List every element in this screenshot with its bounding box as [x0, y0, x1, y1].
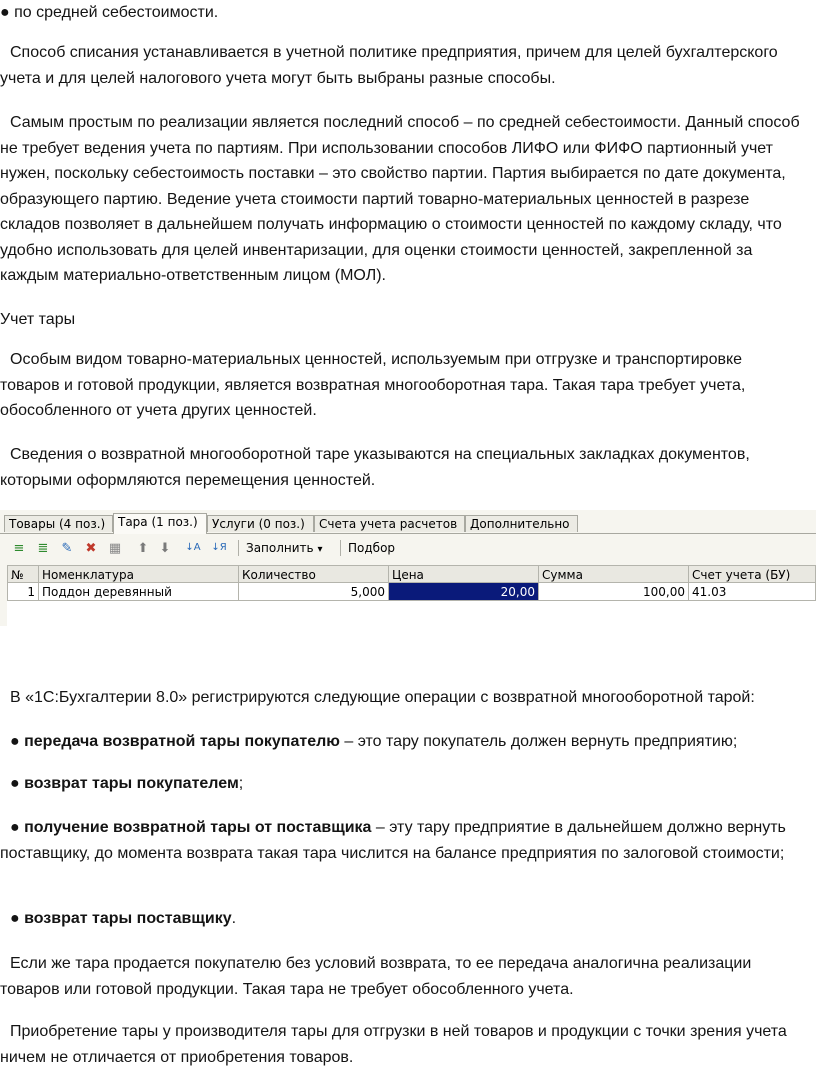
bullet-bold-text: возврат тары поставщику [24, 910, 232, 927]
bullet-text: – эту тару предприятие в дальнейшем должно вернуть поставщику, до момента возврата такая тара числится на балансе предприятия по залоговой стоимости; [0, 819, 786, 862]
paragraph-sale-without-return: Если же тара продается покупателю без условий возврата, то ее передача аналогична реализации товаров или готовой продукции. Такая тара не требует обособленного учета. [0, 955, 752, 998]
bullet-return-from-buyer [0, 771, 806, 797]
column-header-item[interactable]: Номенклатура [39, 565, 239, 583]
bullet-bold-text: передача возвратной тары покупателю [24, 733, 340, 750]
section-heading-container-accounting: Учет тары [0, 311, 76, 328]
tab-additional[interactable]: Дополнительно [465, 515, 578, 532]
cell-item[interactable]: Поддон деревянный [39, 583, 239, 601]
document-form-screenshot [0, 510, 816, 626]
paragraph-average-cost-method: Самым простым по реализации является последний способ – по средней себестоимости. Данный способ не требует ведения учета по партиям. При использовании способов ЛИФО или ФИФО партионный учет нужен, поскольку себестоимость поставки – это свойство партии. Партия выбирается по дате документа, образующего партию. Ведение учета стоимости партий товарно-материальных ценностей в разрезе складов позволяет в дальнейшем получать информацию о стоимости ценностей по каждому складу, что удобно использовать для целей инвентаризации, для оценки стоимости ценностей, закрепленной за каждым материально-ответственным лицом (МОЛ). [0, 114, 800, 284]
bullet-marker: ● [10, 910, 25, 927]
fill-button[interactable] [246, 540, 322, 556]
paragraph-operations-intro: В «1С:Бухгалтерии 8.0» регистрируются следующие операции с возвратной многооборотной тарой: [10, 689, 755, 706]
bullet-return-to-supplier [0, 906, 806, 932]
tab-containers[interactable]: Тара (1 поз.) [113, 513, 207, 534]
table-header [7, 565, 816, 583]
edit-row-icon[interactable]: ✎ [61, 540, 73, 556]
bullet-marker: ● [10, 733, 25, 750]
table-empty-area[interactable] [7, 601, 816, 626]
bullet-marker: ● [10, 775, 25, 792]
cell-number[interactable]: 1 [7, 583, 39, 601]
select-button[interactable]: Подбор [348, 541, 396, 555]
paragraph-purchase-containers: Приобретение тары у производителя тары для отгрузки в ней товаров и продукции с точки зрения учета ничем не отличается от приобретения товаров. [0, 1023, 787, 1066]
paragraph-container-tabs: Сведения о возвратной многооборотной таре указываются на специальных закладках документов, которыми оформляются перемещения ценностей. [0, 446, 750, 489]
bullet-transfer-to-buyer [0, 729, 806, 755]
tab-goods[interactable]: Товары (4 поз.) [4, 515, 113, 532]
bullet-bold-text: возврат тары покупателем [24, 775, 239, 792]
sort-desc-icon[interactable]: ↓Я [211, 542, 227, 553]
column-header-account[interactable]: Счет учета (БУ) [689, 565, 816, 583]
bullet-receive-from-supplier [0, 815, 806, 866]
column-header-price[interactable]: Цена [389, 565, 539, 583]
bullet-text: . [231, 910, 237, 927]
cell-quantity[interactable]: 5,000 [239, 583, 389, 601]
fill-button-label: Заполнить [246, 541, 314, 555]
cell-price[interactable]: 20,00 [389, 583, 539, 601]
copy-row-icon[interactable]: ≣ [37, 540, 49, 556]
add-row-icon[interactable]: ≡ [13, 540, 25, 556]
paragraph-writeoff-method: Способ списания устанавливается в учетной политике предприятия, причем для целей бухгалтерского учета и для целей налогового учета могут быть выбраны разные способы. [0, 44, 778, 87]
end-edit-icon[interactable]: ▦ [108, 540, 122, 556]
toolbar-separator [238, 540, 239, 556]
bullet-average-cost: ● по средней себестоимости. [0, 4, 219, 21]
tab-settlement-accounts[interactable]: Счета учета расчетов [314, 515, 465, 532]
column-header-number[interactable]: № [7, 565, 39, 583]
chevron-down-icon: ▾ [317, 544, 323, 555]
move-down-icon[interactable]: ⬇ [159, 540, 171, 556]
cell-sum[interactable]: 100,00 [539, 583, 689, 601]
delete-row-icon[interactable]: ✖ [85, 540, 97, 556]
column-header-quantity[interactable]: Количество [239, 565, 389, 583]
table-row[interactable] [7, 583, 816, 601]
paragraph-returnable-container: Особым видом товарно-материальных ценностей, используемым при отгрузке и транспортировке товаров и готовой продукции, является возвратная многооборотная тара. Такая тара требует учета, обособленного от учета других ценностей. [0, 351, 746, 419]
sort-asc-icon[interactable]: ↓A [185, 542, 201, 553]
tab-services[interactable]: Услуги (0 поз.) [207, 515, 314, 532]
bullet-text: – это тару покупатель должен вернуть предприятию; [339, 733, 738, 750]
bullet-text: ; [238, 775, 244, 792]
toolbar-separator [340, 540, 341, 556]
bullet-marker: ● [10, 819, 25, 836]
column-header-sum[interactable]: Сумма [539, 565, 689, 583]
table-toolbar [4, 537, 804, 559]
cell-account[interactable]: 41.03 [689, 583, 816, 601]
move-up-icon[interactable]: ⬆ [137, 540, 149, 556]
bullet-bold-text: получение возвратной тары от поставщика [24, 819, 372, 836]
